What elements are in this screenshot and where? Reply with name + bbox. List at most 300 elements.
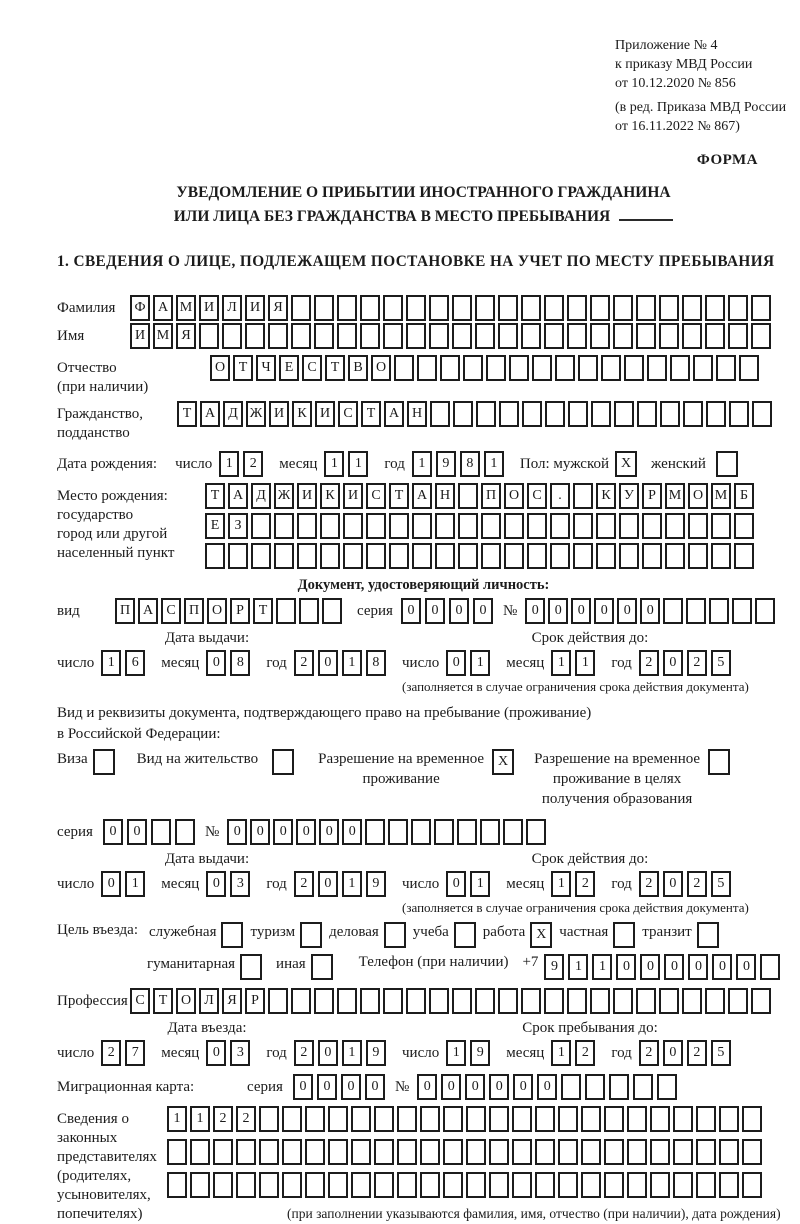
- form-cell[interactable]: 1: [484, 451, 504, 477]
- form-cell[interactable]: [716, 451, 738, 477]
- form-cell[interactable]: [665, 513, 685, 539]
- form-cell[interactable]: [696, 1106, 716, 1132]
- form-cell[interactable]: [300, 922, 322, 948]
- form-cell[interactable]: [351, 1172, 371, 1198]
- form-cell[interactable]: [417, 355, 437, 381]
- form-cell[interactable]: Т: [177, 401, 197, 427]
- form-cell[interactable]: 1: [551, 1040, 571, 1066]
- form-cell[interactable]: [550, 543, 570, 569]
- purpose-checkbox-humanitarian[interactable]: [240, 954, 262, 980]
- form-cell[interactable]: С: [338, 401, 358, 427]
- form-cell[interactable]: 2: [294, 650, 314, 676]
- form-cell[interactable]: Л: [222, 295, 242, 321]
- form-cell[interactable]: [463, 355, 483, 381]
- purpose-checkbox-private[interactable]: [613, 922, 635, 948]
- form-cell[interactable]: А: [384, 401, 404, 427]
- form-cell[interactable]: 0: [296, 819, 316, 845]
- form-cell[interactable]: 1: [125, 871, 145, 897]
- form-cell[interactable]: 2: [639, 650, 659, 676]
- form-cell[interactable]: 2: [687, 650, 707, 676]
- form-cell[interactable]: [397, 1172, 417, 1198]
- form-cell[interactable]: [476, 401, 496, 427]
- form-cell[interactable]: [443, 1106, 463, 1132]
- form-cell[interactable]: М: [665, 483, 685, 509]
- form-cell[interactable]: 3: [230, 1040, 250, 1066]
- form-cell[interactable]: О: [207, 598, 227, 624]
- form-cell[interactable]: [360, 323, 380, 349]
- purpose-checkbox-business-trip[interactable]: [221, 922, 243, 948]
- form-cell[interactable]: С: [366, 483, 386, 509]
- form-cell[interactable]: [337, 323, 357, 349]
- form-cell[interactable]: Е: [205, 513, 225, 539]
- form-cell[interactable]: [705, 323, 725, 349]
- form-cell[interactable]: [673, 1172, 693, 1198]
- form-cell[interactable]: [590, 988, 610, 1014]
- form-cell[interactable]: [366, 513, 386, 539]
- form-cell[interactable]: [682, 988, 702, 1014]
- form-cell[interactable]: 1: [412, 451, 432, 477]
- form-cell[interactable]: [573, 513, 593, 539]
- form-cell[interactable]: 2: [101, 1040, 121, 1066]
- form-cell[interactable]: 0: [441, 1074, 461, 1100]
- form-cell[interactable]: [659, 323, 679, 349]
- form-cell[interactable]: [558, 1139, 578, 1165]
- form-cell[interactable]: О: [504, 483, 524, 509]
- form-cell[interactable]: О: [371, 355, 391, 381]
- form-cell[interactable]: И: [130, 323, 150, 349]
- form-cell[interactable]: [458, 513, 478, 539]
- form-cell[interactable]: 0: [663, 1040, 683, 1066]
- form-cell[interactable]: 0: [571, 598, 591, 624]
- form-cell[interactable]: [673, 1139, 693, 1165]
- form-cell[interactable]: [190, 1139, 210, 1165]
- form-cell[interactable]: [222, 323, 242, 349]
- purpose-checkbox-business[interactable]: [384, 922, 406, 948]
- purpose-checkbox-other[interactable]: [311, 954, 333, 980]
- form-cell[interactable]: [282, 1139, 302, 1165]
- form-cell[interactable]: 0: [617, 598, 637, 624]
- form-cell[interactable]: 0: [365, 1074, 385, 1100]
- form-cell[interactable]: 2: [687, 871, 707, 897]
- form-cell[interactable]: [719, 1172, 739, 1198]
- form-cell[interactable]: [532, 355, 552, 381]
- form-cell[interactable]: [590, 295, 610, 321]
- form-cell[interactable]: Ч: [256, 355, 276, 381]
- form-cell[interactable]: 0: [273, 819, 293, 845]
- form-cell[interactable]: [420, 1106, 440, 1132]
- form-cell[interactable]: [624, 355, 644, 381]
- form-cell[interactable]: И: [315, 401, 335, 427]
- form-cell[interactable]: М: [711, 483, 731, 509]
- form-cell[interactable]: [688, 543, 708, 569]
- sex-male-checkbox[interactable]: [615, 451, 637, 477]
- form-cell[interactable]: [440, 355, 460, 381]
- form-cell[interactable]: [274, 543, 294, 569]
- form-cell[interactable]: 2: [243, 451, 263, 477]
- form-cell[interactable]: [558, 1172, 578, 1198]
- form-cell[interactable]: Ж: [274, 483, 294, 509]
- form-cell[interactable]: [374, 1139, 394, 1165]
- form-cell[interactable]: [742, 1172, 762, 1198]
- form-cell[interactable]: [314, 295, 334, 321]
- form-cell[interactable]: 0: [206, 871, 226, 897]
- form-cell[interactable]: 0: [318, 650, 338, 676]
- form-cell[interactable]: [728, 988, 748, 1014]
- form-cell[interactable]: [545, 401, 565, 427]
- form-cell[interactable]: [619, 543, 639, 569]
- form-cell[interactable]: [458, 543, 478, 569]
- form-cell[interactable]: [509, 355, 529, 381]
- form-cell[interactable]: [682, 295, 702, 321]
- form-cell[interactable]: 0: [318, 871, 338, 897]
- form-cell[interactable]: 6: [125, 650, 145, 676]
- form-cell[interactable]: Т: [389, 483, 409, 509]
- form-cell[interactable]: Д: [223, 401, 243, 427]
- form-cell[interactable]: Т: [205, 483, 225, 509]
- form-cell[interactable]: [567, 323, 587, 349]
- form-cell[interactable]: 2: [575, 871, 595, 897]
- form-cell[interactable]: 1: [568, 954, 588, 980]
- form-cell[interactable]: 1: [219, 451, 239, 477]
- purpose-checkbox-transit[interactable]: [697, 922, 719, 948]
- form-cell[interactable]: .: [550, 483, 570, 509]
- form-cell[interactable]: [609, 1074, 629, 1100]
- form-cell[interactable]: 1: [348, 451, 368, 477]
- form-cell[interactable]: [328, 1139, 348, 1165]
- form-cell[interactable]: [228, 543, 248, 569]
- form-cell[interactable]: [282, 1172, 302, 1198]
- form-cell[interactable]: [406, 295, 426, 321]
- form-cell[interactable]: [682, 323, 702, 349]
- form-cell[interactable]: 0: [465, 1074, 485, 1100]
- form-cell[interactable]: 5: [711, 650, 731, 676]
- form-cell[interactable]: [489, 1172, 509, 1198]
- form-cell[interactable]: [561, 1074, 581, 1100]
- form-cell[interactable]: М: [153, 323, 173, 349]
- form-cell[interactable]: 1: [342, 1040, 362, 1066]
- form-cell[interactable]: К: [292, 401, 312, 427]
- form-cell[interactable]: X: [530, 922, 552, 948]
- form-cell[interactable]: 0: [688, 954, 708, 980]
- form-cell[interactable]: [429, 295, 449, 321]
- form-cell[interactable]: 1: [101, 650, 121, 676]
- form-cell[interactable]: [627, 1139, 647, 1165]
- form-cell[interactable]: [466, 1106, 486, 1132]
- form-cell[interactable]: [351, 1139, 371, 1165]
- form-cell[interactable]: 9: [366, 1040, 386, 1066]
- form-cell[interactable]: [706, 401, 726, 427]
- form-cell[interactable]: 0: [317, 1074, 337, 1100]
- sex-female-checkbox[interactable]: [716, 451, 738, 477]
- form-cell[interactable]: А: [200, 401, 220, 427]
- form-cell[interactable]: [397, 1106, 417, 1132]
- form-cell[interactable]: [512, 1139, 532, 1165]
- form-cell[interactable]: [305, 1106, 325, 1132]
- form-cell[interactable]: [499, 401, 519, 427]
- form-cell[interactable]: 0: [103, 819, 123, 845]
- form-cell[interactable]: [751, 988, 771, 1014]
- form-cell[interactable]: П: [184, 598, 204, 624]
- form-cell[interactable]: [673, 1106, 693, 1132]
- form-cell[interactable]: [647, 355, 667, 381]
- form-cell[interactable]: 1: [190, 1106, 210, 1132]
- form-cell[interactable]: [498, 295, 518, 321]
- form-cell[interactable]: [696, 1172, 716, 1198]
- form-cell[interactable]: [558, 1106, 578, 1132]
- form-cell[interactable]: 0: [537, 1074, 557, 1100]
- form-cell[interactable]: [190, 1172, 210, 1198]
- temp-residence-checkbox[interactable]: [492, 749, 514, 775]
- form-cell[interactable]: [406, 323, 426, 349]
- form-cell[interactable]: [659, 295, 679, 321]
- form-cell[interactable]: 0: [206, 650, 226, 676]
- form-cell[interactable]: [272, 749, 294, 775]
- form-cell[interactable]: 0: [293, 1074, 313, 1100]
- purpose-checkbox-work[interactable]: [530, 922, 552, 948]
- form-cell[interactable]: 0: [101, 871, 121, 897]
- form-cell[interactable]: 0: [525, 598, 545, 624]
- form-cell[interactable]: Т: [233, 355, 253, 381]
- form-cell[interactable]: X: [492, 749, 514, 775]
- form-cell[interactable]: [604, 1106, 624, 1132]
- form-cell[interactable]: [601, 355, 621, 381]
- form-cell[interactable]: [591, 401, 611, 427]
- form-cell[interactable]: [337, 295, 357, 321]
- form-cell[interactable]: [430, 401, 450, 427]
- form-cell[interactable]: А: [153, 295, 173, 321]
- form-cell[interactable]: [719, 1139, 739, 1165]
- form-cell[interactable]: Т: [325, 355, 345, 381]
- form-cell[interactable]: [504, 513, 524, 539]
- form-cell[interactable]: [466, 1139, 486, 1165]
- form-cell[interactable]: 8: [230, 650, 250, 676]
- form-cell[interactable]: [475, 323, 495, 349]
- form-cell[interactable]: [521, 295, 541, 321]
- form-cell[interactable]: Р: [642, 483, 662, 509]
- form-cell[interactable]: [175, 819, 195, 845]
- form-cell[interactable]: [320, 543, 340, 569]
- form-cell[interactable]: [693, 355, 713, 381]
- form-cell[interactable]: [412, 513, 432, 539]
- form-cell[interactable]: [434, 819, 454, 845]
- form-cell[interactable]: [604, 1139, 624, 1165]
- form-cell[interactable]: [512, 1172, 532, 1198]
- form-cell[interactable]: [167, 1172, 187, 1198]
- form-cell[interactable]: [504, 543, 524, 569]
- form-cell[interactable]: 0: [640, 598, 660, 624]
- form-cell[interactable]: [221, 922, 243, 948]
- form-cell[interactable]: 2: [213, 1106, 233, 1132]
- form-cell[interactable]: 0: [227, 819, 247, 845]
- form-cell[interactable]: 1: [342, 871, 362, 897]
- form-cell[interactable]: [613, 295, 633, 321]
- form-cell[interactable]: [642, 543, 662, 569]
- form-cell[interactable]: [742, 1106, 762, 1132]
- form-cell[interactable]: [443, 1139, 463, 1165]
- form-cell[interactable]: 1: [551, 650, 571, 676]
- form-cell[interactable]: [544, 988, 564, 1014]
- form-cell[interactable]: [636, 988, 656, 1014]
- form-cell[interactable]: [406, 988, 426, 1014]
- form-cell[interactable]: [452, 988, 472, 1014]
- form-cell[interactable]: 0: [341, 1074, 361, 1100]
- form-cell[interactable]: [360, 295, 380, 321]
- form-cell[interactable]: 8: [460, 451, 480, 477]
- form-cell[interactable]: [291, 988, 311, 1014]
- form-cell[interactable]: 1: [592, 954, 612, 980]
- form-cell[interactable]: [452, 323, 472, 349]
- form-cell[interactable]: [568, 401, 588, 427]
- form-cell[interactable]: Я: [176, 323, 196, 349]
- form-cell[interactable]: [751, 295, 771, 321]
- form-cell[interactable]: [729, 401, 749, 427]
- form-cell[interactable]: [489, 1106, 509, 1132]
- form-cell[interactable]: Н: [435, 483, 455, 509]
- form-cell[interactable]: [411, 819, 431, 845]
- form-cell[interactable]: [650, 1139, 670, 1165]
- form-cell[interactable]: П: [481, 483, 501, 509]
- form-cell[interactable]: [755, 598, 775, 624]
- form-cell[interactable]: [613, 988, 633, 1014]
- purpose-checkbox-study[interactable]: [454, 922, 476, 948]
- form-cell[interactable]: Б: [734, 483, 754, 509]
- form-cell[interactable]: [521, 323, 541, 349]
- form-cell[interactable]: [585, 1074, 605, 1100]
- form-cell[interactable]: [337, 988, 357, 1014]
- form-cell[interactable]: Ф: [130, 295, 150, 321]
- form-cell[interactable]: [475, 295, 495, 321]
- form-cell[interactable]: А: [138, 598, 158, 624]
- form-cell[interactable]: [711, 543, 731, 569]
- form-cell[interactable]: [670, 355, 690, 381]
- form-cell[interactable]: [343, 543, 363, 569]
- form-cell[interactable]: [581, 1139, 601, 1165]
- form-cell[interactable]: [453, 401, 473, 427]
- form-cell[interactable]: С: [161, 598, 181, 624]
- form-cell[interactable]: [728, 323, 748, 349]
- form-cell[interactable]: 0: [127, 819, 147, 845]
- form-cell[interactable]: Е: [279, 355, 299, 381]
- form-cell[interactable]: [760, 954, 780, 980]
- form-cell[interactable]: [544, 323, 564, 349]
- form-cell[interactable]: [435, 513, 455, 539]
- form-cell[interactable]: И: [199, 295, 219, 321]
- form-cell[interactable]: [567, 988, 587, 1014]
- form-cell[interactable]: [297, 513, 317, 539]
- form-cell[interactable]: [389, 513, 409, 539]
- form-cell[interactable]: [711, 513, 731, 539]
- form-cell[interactable]: 1: [167, 1106, 187, 1132]
- form-cell[interactable]: О: [176, 988, 196, 1014]
- form-cell[interactable]: 0: [513, 1074, 533, 1100]
- form-cell[interactable]: [305, 1172, 325, 1198]
- form-cell[interactable]: 0: [548, 598, 568, 624]
- form-cell[interactable]: Ж: [246, 401, 266, 427]
- form-cell[interactable]: [481, 543, 501, 569]
- form-cell[interactable]: И: [245, 295, 265, 321]
- form-cell[interactable]: [498, 988, 518, 1014]
- form-cell[interactable]: [251, 513, 271, 539]
- form-cell[interactable]: 0: [473, 598, 493, 624]
- form-cell[interactable]: [236, 1172, 256, 1198]
- form-cell[interactable]: Я: [222, 988, 242, 1014]
- form-cell[interactable]: [457, 819, 477, 845]
- form-cell[interactable]: 2: [639, 871, 659, 897]
- form-cell[interactable]: [328, 1106, 348, 1132]
- form-cell[interactable]: 0: [712, 954, 732, 980]
- form-cell[interactable]: 0: [319, 819, 339, 845]
- form-cell[interactable]: [452, 295, 472, 321]
- form-cell[interactable]: [627, 1106, 647, 1132]
- form-cell[interactable]: [475, 988, 495, 1014]
- form-cell[interactable]: [268, 988, 288, 1014]
- form-cell[interactable]: [383, 988, 403, 1014]
- form-cell[interactable]: К: [596, 483, 616, 509]
- form-cell[interactable]: [633, 1074, 653, 1100]
- form-cell[interactable]: [550, 513, 570, 539]
- form-cell[interactable]: [420, 1172, 440, 1198]
- form-cell[interactable]: 7: [125, 1040, 145, 1066]
- form-cell[interactable]: [93, 749, 115, 775]
- form-cell[interactable]: [734, 513, 754, 539]
- form-cell[interactable]: 0: [206, 1040, 226, 1066]
- form-cell[interactable]: О: [210, 355, 230, 381]
- form-cell[interactable]: [167, 1139, 187, 1165]
- form-cell[interactable]: [660, 401, 680, 427]
- form-cell[interactable]: [297, 543, 317, 569]
- edu-residence-checkbox[interactable]: [708, 749, 730, 775]
- form-cell[interactable]: [734, 543, 754, 569]
- form-cell[interactable]: 0: [250, 819, 270, 845]
- form-cell[interactable]: 9: [470, 1040, 490, 1066]
- form-cell[interactable]: [544, 295, 564, 321]
- form-cell[interactable]: Т: [153, 988, 173, 1014]
- form-cell[interactable]: 0: [417, 1074, 437, 1100]
- visa-checkbox[interactable]: [93, 749, 115, 775]
- form-cell[interactable]: М: [176, 295, 196, 321]
- form-cell[interactable]: [657, 1074, 677, 1100]
- form-cell[interactable]: [240, 954, 262, 980]
- form-cell[interactable]: [739, 355, 759, 381]
- form-cell[interactable]: [328, 1172, 348, 1198]
- form-cell[interactable]: [420, 1139, 440, 1165]
- form-cell[interactable]: [596, 543, 616, 569]
- form-cell[interactable]: [650, 1106, 670, 1132]
- form-cell[interactable]: [596, 513, 616, 539]
- form-cell[interactable]: [522, 401, 542, 427]
- form-cell[interactable]: [291, 323, 311, 349]
- form-cell[interactable]: Р: [230, 598, 250, 624]
- form-cell[interactable]: [388, 819, 408, 845]
- form-cell[interactable]: [535, 1172, 555, 1198]
- form-cell[interactable]: Л: [199, 988, 219, 1014]
- form-cell[interactable]: [642, 513, 662, 539]
- form-cell[interactable]: 0: [616, 954, 636, 980]
- form-cell[interactable]: [752, 401, 772, 427]
- form-cell[interactable]: И: [297, 483, 317, 509]
- form-cell[interactable]: [636, 295, 656, 321]
- form-cell[interactable]: 0: [640, 954, 660, 980]
- form-cell[interactable]: О: [688, 483, 708, 509]
- form-cell[interactable]: [299, 598, 319, 624]
- form-cell[interactable]: [213, 1172, 233, 1198]
- form-cell[interactable]: [663, 598, 683, 624]
- form-cell[interactable]: [360, 988, 380, 1014]
- purpose-checkbox-tourism[interactable]: [300, 922, 322, 948]
- form-cell[interactable]: [535, 1139, 555, 1165]
- form-cell[interactable]: [614, 401, 634, 427]
- form-cell[interactable]: [498, 323, 518, 349]
